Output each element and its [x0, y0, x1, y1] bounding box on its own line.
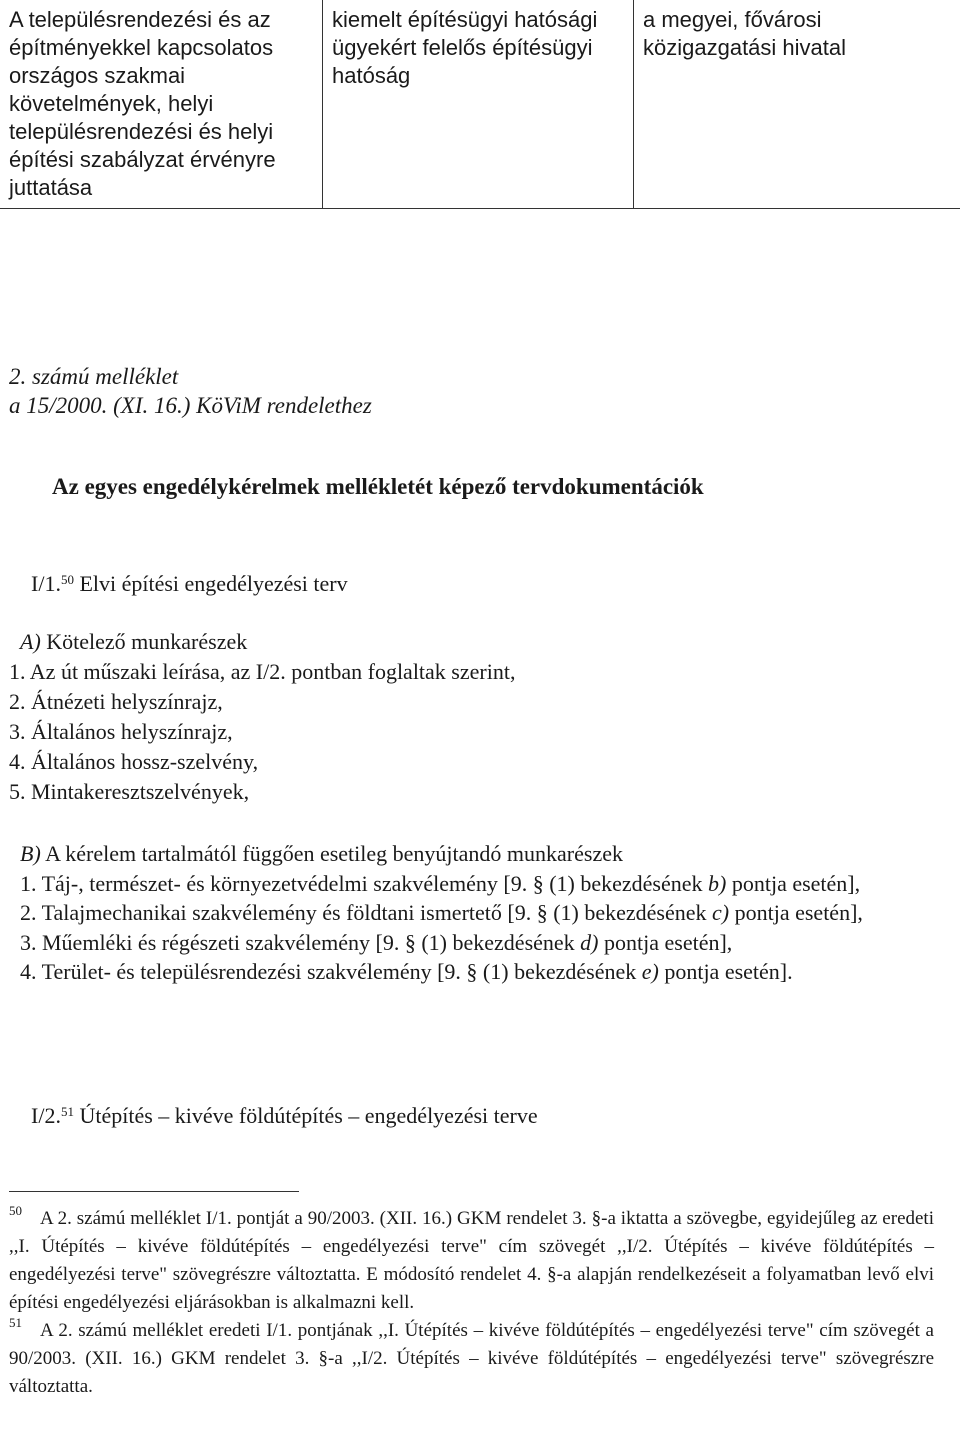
- list-item-text: 1. Táj-, természet- és környezetvédelmi szakvélemény [9. § (1) bekezdésének: [20, 870, 709, 896]
- list-item-letter: e): [641, 959, 659, 984]
- list-item-tail: pontja esetén],: [729, 900, 863, 925]
- section-i2-title: [31, 1102, 538, 1130]
- table-cell-office: a megyei, fővárosi közigazgatási hivatal: [634, 0, 960, 209]
- part-b-heading: [9, 839, 934, 869]
- section-i1-title: [31, 570, 348, 598]
- footnote: [9, 1205, 934, 1317]
- list-item: 2. Átnézeti helyszínrajz,: [9, 689, 223, 714]
- list-item: [9, 928, 934, 958]
- list-item: [9, 957, 934, 987]
- authority-table: [0, 0, 960, 209]
- list-item-tail: pontja esetén],: [726, 870, 861, 896]
- footnote-text: A 2. számú melléklet I/1. pontját a 90/2003. (XII. 16.) GKM rendelet 3. §-a iktatta a szövegbe, egyidejűleg az eredeti ,,I. Útépítés – kivéve földútépítés – engedélyezési terve" cím szövegét ,,I/2. Útépítés – kivéve földútépítés – engedélyezési terve" szövegrészre változtatta. E módosító rendelet 4. §-a alapján rendelkezéseit a folyamatban levő elvi építési engedélyezési eljárásokban is alkalmazni kell.: [9, 1208, 934, 1313]
- part-b-label: B): [20, 841, 41, 866]
- list-item: 3. Általános helyszínrajz,: [9, 719, 233, 744]
- table-cell-authority: kiemelt építésügyi hatósági ügyekért felelős építésügyi hatóság: [323, 0, 634, 209]
- part-a-list: [9, 627, 929, 807]
- footnote-mark: 51: [9, 1315, 22, 1330]
- list-item-letter: c): [712, 900, 730, 925]
- list-item-tail: pontja esetén],: [598, 929, 733, 955]
- list-item-text: 4. Terület- és településrendezési szakvélemény [9. § (1) bekezdésének: [20, 959, 642, 984]
- list-item: [9, 898, 934, 928]
- table-cell-subject: A településrendezési és az építményekkel kapcsolatos országos szakmai követelmények, helyi településrendezési és helyi építési szabályzat érvényre juttatása: [0, 0, 323, 209]
- annex-line-1: 2. számú melléklet: [9, 364, 179, 389]
- list-item-tail: pontja esetén].: [658, 959, 793, 984]
- footnote-text: A 2. számú melléklet eredeti I/1. pontjának ,,I. Útépítés – kivéve földútépítés – engedélyezési terve" cím szövegét a 90/2003. (XII. 16.) GKM rendelet 3. §-a ,,I/2. Útépítés – kivéve földútépítés – engedélyezési terve" szövegrészre változtatta.: [9, 1320, 934, 1397]
- table-row: [0, 0, 960, 209]
- footnote-mark: 50: [9, 1203, 22, 1218]
- annex-reference: [9, 362, 372, 420]
- page-title: Az egyes engedélykérelmek mellékletét képező tervdokumentációk: [52, 474, 704, 499]
- list-item-text: 3. Műemléki és régészeti szakvélemény [9. § (1) bekezdésének: [20, 929, 581, 955]
- list-item-letter: b): [708, 870, 727, 896]
- footnote-divider: [9, 1191, 299, 1192]
- footnote: [9, 1317, 934, 1401]
- list-item: [9, 869, 934, 899]
- footnotes: [9, 1205, 934, 1401]
- footnote-ref: 51: [60, 1104, 74, 1119]
- part-a-heading: [9, 627, 929, 657]
- annex-line-2: a 15/2000. (XI. 16.) KöViM rendelethez: [9, 393, 372, 418]
- part-a-title: Kötelező munkarészek: [46, 629, 248, 654]
- part-b-list: [9, 839, 934, 987]
- list-item-letter: d): [580, 929, 599, 955]
- list-item: 5. Mintakeresztszelvények,: [9, 779, 250, 804]
- list-item-text: 2. Talajmechanikai szakvélemény és földtani ismertető [9. § (1) bekezdésének: [20, 900, 713, 925]
- footnote-ref: 50: [60, 572, 74, 587]
- list-item: 4. Általános hossz-szelvény,: [9, 749, 259, 774]
- section-title: Útépítés – kivéve földútépítés – engedélyezési terve: [79, 1103, 538, 1128]
- part-a-label: A): [20, 629, 41, 654]
- section-number: I/1.: [31, 571, 61, 596]
- section-title: Elvi építési engedélyezési terv: [79, 571, 348, 596]
- section-number: I/2.: [31, 1103, 61, 1128]
- part-b-title: A kérelem tartalmától függően esetileg benyújtandó munkarészek: [45, 841, 623, 866]
- list-item: 1. Az út műszaki leírása, az I/2. pontban foglaltak szerint,: [9, 659, 516, 684]
